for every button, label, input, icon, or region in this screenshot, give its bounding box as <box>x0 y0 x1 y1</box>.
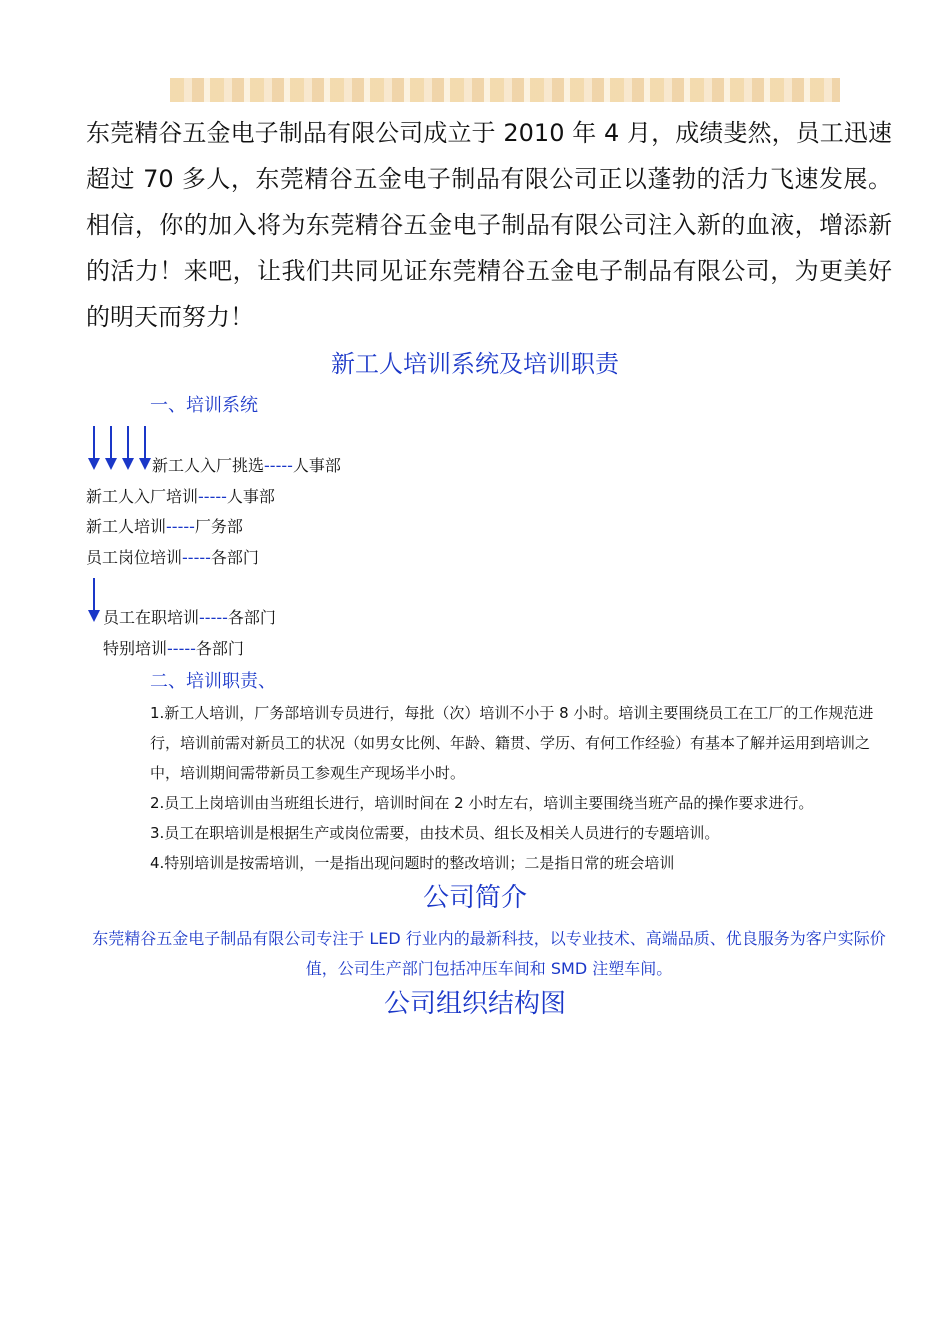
training-title: 新工人培训系统及培训职责 <box>331 350 619 378</box>
flow-label: 新工人培训 <box>86 517 167 536</box>
training-duty-heading: 二、培训职责、 <box>150 671 276 692</box>
flow-label: 新工人入厂培训 <box>86 487 199 506</box>
down-arrow-icon <box>86 578 104 624</box>
flow-dept: 各部门 <box>195 639 244 658</box>
flow-label: 员工岗位培训 <box>86 548 183 567</box>
training-system-heading: 一、培训系统 <box>150 395 258 416</box>
down-arrow-icon <box>139 426 151 470</box>
down-arrow-icon <box>122 426 134 470</box>
company-title: 公司简介 <box>422 883 527 913</box>
flow-separator: ----- <box>264 456 293 475</box>
flow-item <box>86 546 259 570</box>
flow-item <box>86 515 243 539</box>
down-arrow-icon <box>105 426 117 470</box>
org-chart-title: 公司组织结构图 <box>383 989 566 1019</box>
down-arrow-icon-group <box>86 426 154 472</box>
flow-separator: ----- <box>182 548 211 567</box>
flow-separator: ----- <box>198 487 227 506</box>
flow-label: 员工在职培训 <box>103 608 200 627</box>
flow-dept: 人事部 <box>226 487 275 506</box>
header-banner-image <box>170 52 840 104</box>
flow-item <box>103 637 244 661</box>
flow-dept: 各部门 <box>227 608 276 627</box>
flow-label: 特别培训 <box>103 639 168 658</box>
down-arrow-icon <box>88 426 100 470</box>
flow-item <box>103 606 276 630</box>
flow-separator: ----- <box>199 608 228 627</box>
flow-separator: ----- <box>166 517 195 536</box>
duty-item: 1.新工人培训，厂务部培训专员进行，每批（次）培训不小于 8 小时。培训主要围绕员工在工厂的工作规范进行，培训前需对新员工的状况（如男女比例、年龄、籍贯、学历、有何工作经验）有基本了解并运用到培训之中，培训期间需带新员工参观生产现场半小时。 <box>150 704 874 782</box>
flow-dept: 人事部 <box>292 456 341 475</box>
flow-dept: 厂务部 <box>194 517 243 536</box>
flow-item <box>152 454 341 478</box>
flow-label: 新工人入厂挑选 <box>152 456 265 475</box>
duty-item: 2.员工上岗培训由当班组长进行，培训时间在 2 小时左右，培训主要围绕当班产品的操作要求进行。 <box>150 794 814 812</box>
company-description: 东莞精谷五金电子制品有限公司专注于 LED 行业内的最新科技，以专业技术、高端品质、优良服务为客户实际价值，公司生产部门包括冲压车间和 SMD 注塑车间。 <box>92 929 886 978</box>
intro-paragraph: 东莞精谷五金电子制品有限公司成立于 2010 年 4 月，成绩斐然，员工迅速超过 70 多人，东莞精谷五金电子制品有限公司正以蓬勃的活力飞速发展。相信，你的加入将为东莞精谷五金电子制品有限公司注入新的血液，增添新的活力！来吧，让我们共同见证东莞精谷五金电子制品有限公司，为更美好的明天而努力！ <box>86 119 892 331</box>
banner-stripe <box>170 78 840 102</box>
duty-item: 4.特别培训是按需培训，一是指出现问题时的整改培训；二是指日常的班会培训 <box>150 854 675 872</box>
flow-separator: ----- <box>167 639 196 658</box>
duty-item: 3.员工在职培训是根据生产或岗位需要，由技术员、组长及相关人员进行的专题培训。 <box>150 824 720 842</box>
flow-item <box>86 485 275 509</box>
flow-dept: 各部门 <box>210 548 259 567</box>
